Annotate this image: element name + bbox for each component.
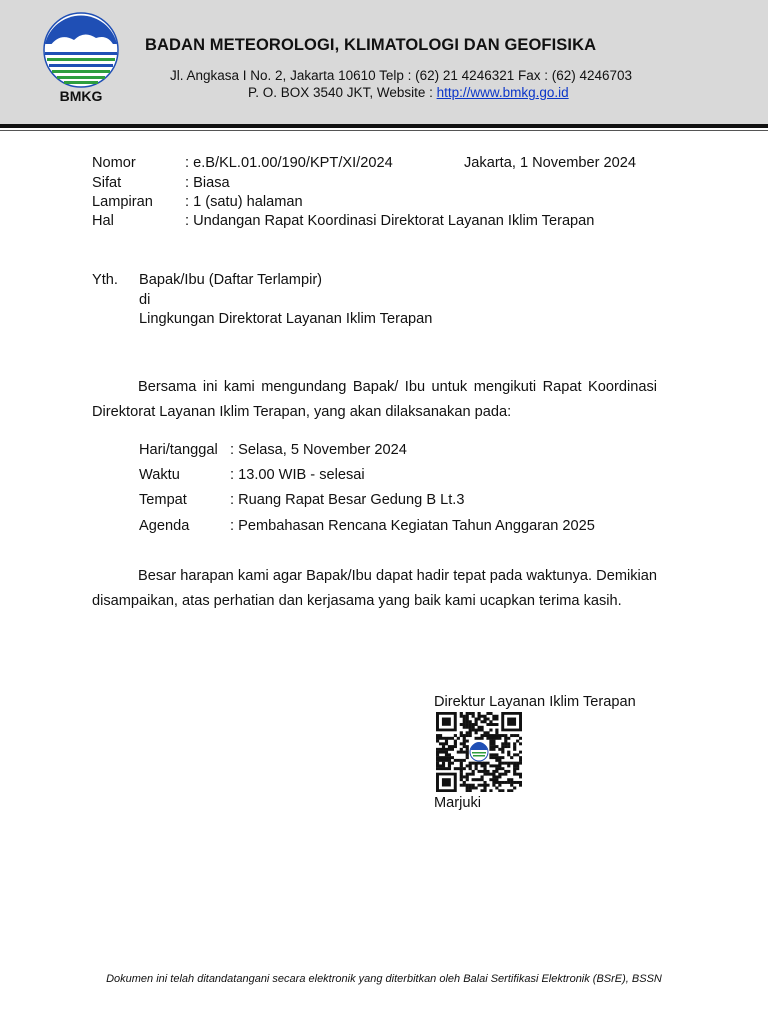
detail-label-hari: Hari/tanggal — [139, 442, 218, 458]
org-name: BADAN METEOROLOGI, KLIMATOLOGI DAN GEOFISIKA — [145, 36, 597, 54]
recipient-line-3: Lingkungan Direktorat Layanan Iklim Terapan — [139, 311, 433, 327]
letterhead — [0, 0, 768, 124]
detail-label-agenda: Agenda — [139, 518, 190, 534]
esign-footer-note: Dokumen ini telah ditandatangani secara elektronik yang diterbitkan oleh Balai Sertifikasi Elektronik (BSrE), BSSN — [106, 973, 662, 985]
address-line-2 — [248, 85, 569, 100]
detail-value-tempat: : Ruang Rapat Besar Gedung B Lt.3 — [230, 492, 465, 508]
body-paragraph-2 — [92, 564, 657, 614]
logo-text: BMKG — [59, 88, 103, 104]
detail-value-hari: : Selasa, 5 November 2024 — [230, 442, 407, 458]
recipient-line-2: di — [139, 292, 151, 308]
body-paragraph-1 — [92, 375, 657, 425]
detail-label-waktu: Waktu — [139, 467, 180, 483]
letter-date: Jakarta, 1 November 2024 — [464, 155, 636, 171]
nomor-label: Nomor — [92, 155, 136, 171]
detail-value-agenda: : Pembahasan Rencana Kegiatan Tahun Anggaran 2025 — [230, 518, 595, 534]
detail-label-tempat: Tempat — [139, 492, 187, 508]
sifat-label: Sifat — [92, 175, 122, 191]
address-line-1: Jl. Angkasa I No. 2, Jakarta 10610 Telp : (62) 21 4246321 Fax : (62) 4246703 — [170, 68, 633, 83]
hal-value: : Undangan Rapat Koordinasi Direktorat Layanan Iklim Terapan — [185, 213, 595, 229]
nomor-value: : e.B/KL.01.00/190/KPT/XI/2024 — [185, 155, 393, 171]
body-paragraph-1-text: Bersama ini kami mengundang Bapak/ Ibu untuk mengikuti Rapat Koordinasi Direktorat Layanan Iklim Terapan, yang akan dilaksanakan pada: — [92, 379, 657, 420]
sifat-value: : Biasa — [185, 175, 230, 191]
qr-code-signature — [436, 712, 522, 792]
address-line-2-prefix: P. O. BOX 3540 JKT, Website : — [248, 85, 437, 100]
header-rule-thin — [0, 130, 768, 131]
hal-label: Hal — [92, 213, 114, 229]
lampiran-value: : 1 (satu) halaman — [185, 194, 303, 210]
website-link[interactable]: http://www.bmkg.go.id — [436, 85, 569, 100]
lampiran-label: Lampiran — [92, 194, 153, 210]
signature-title: Direktur Layanan Iklim Terapan — [434, 694, 636, 710]
recipient-line-1: Bapak/Ibu (Daftar Terlampir) — [139, 272, 323, 288]
yth-label: Yth. — [92, 272, 118, 288]
bmkg-logo — [40, 12, 122, 104]
signature-name: Marjuki — [434, 795, 482, 811]
header-rule-thick — [0, 124, 768, 128]
body-paragraph-2-text: Besar harapan kami agar Bapak/Ibu dapat hadir tepat pada waktunya. Demikian disampaikan, atas perhatian dan kerjasama yang baik kami ucapkan terima kasih. — [92, 568, 657, 609]
detail-value-waktu: : 13.00 WIB - selesai — [230, 467, 365, 483]
